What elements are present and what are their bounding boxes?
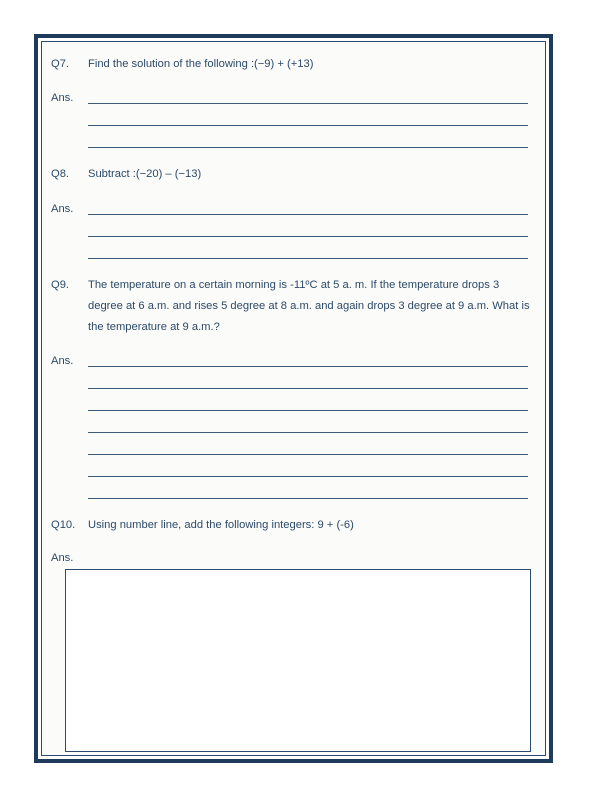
question-number-q9: Q9. — [51, 279, 70, 291]
answer-label-q8: Ans. — [51, 203, 74, 215]
spacer-between-q7-q8 — [51, 148, 536, 164]
question-row-q8 — [51, 164, 536, 185]
question-text-q8: Subtract :(−20) – (−13) — [88, 168, 202, 180]
answer-label-q10: Ans. — [51, 552, 74, 564]
question-row-q10 — [51, 515, 536, 536]
answer-label-q7: Ans. — [51, 92, 74, 104]
ruled-line[interactable] — [88, 215, 528, 237]
ruled-line[interactable] — [88, 126, 528, 148]
spacer-q7 — [51, 75, 536, 88]
answer-lines-q7[interactable] — [88, 88, 536, 148]
question-number-q10: Q10. — [51, 519, 76, 531]
question-text-q10: Using number line, add the following integers: 9 + (-6) — [88, 519, 354, 531]
worksheet-page-inner-border — [41, 41, 546, 756]
ruled-line[interactable] — [88, 199, 528, 215]
answer-block-q10 — [51, 548, 536, 569]
spacer-between-q9-q10 — [51, 499, 536, 515]
ruled-line[interactable] — [88, 455, 528, 477]
ruled-line[interactable] — [88, 104, 528, 126]
spacer-q9 — [51, 338, 536, 351]
ruled-line[interactable] — [88, 367, 528, 389]
answer-block-q7 — [51, 88, 536, 148]
question-number-q8: Q8. — [51, 168, 70, 180]
answer-box-q10[interactable] — [65, 569, 531, 752]
answer-lines-q9[interactable] — [88, 351, 536, 499]
ruled-line[interactable] — [88, 237, 528, 259]
worksheet-page-frame — [34, 34, 553, 763]
ruled-line[interactable] — [88, 433, 528, 455]
answer-lines-q8[interactable] — [88, 199, 536, 259]
answer-block-q8 — [51, 199, 536, 259]
answer-label-q9: Ans. — [51, 355, 74, 367]
answer-block-q9 — [51, 351, 536, 499]
ruled-line[interactable] — [88, 88, 528, 104]
spacer-between-q8-q9 — [51, 259, 536, 275]
question-text-q7: Find the solution of the following :(−9) + (+13) — [88, 58, 314, 70]
spacer-q10 — [51, 536, 536, 548]
ruled-line[interactable] — [88, 351, 528, 367]
answer-box-wrapper — [51, 569, 536, 752]
question-number-q7: Q7. — [51, 58, 70, 70]
worksheet-content — [42, 42, 545, 755]
question-text-q9: The temperature on a certain morning is -11ºC at 5 a. m. If the temperature drops 3 degree at 6 a.m. and rises 5 degree at 8 a.m. and again drops 3 degree at 9 a.m. What is the temperature at 9 a.m.? — [88, 279, 530, 333]
ruled-line[interactable] — [88, 389, 528, 411]
spacer-q8 — [51, 185, 536, 199]
ruled-line[interactable] — [88, 411, 528, 433]
ruled-line[interactable] — [88, 477, 528, 499]
question-row-q9 — [51, 275, 536, 338]
question-row-q7 — [51, 54, 536, 75]
